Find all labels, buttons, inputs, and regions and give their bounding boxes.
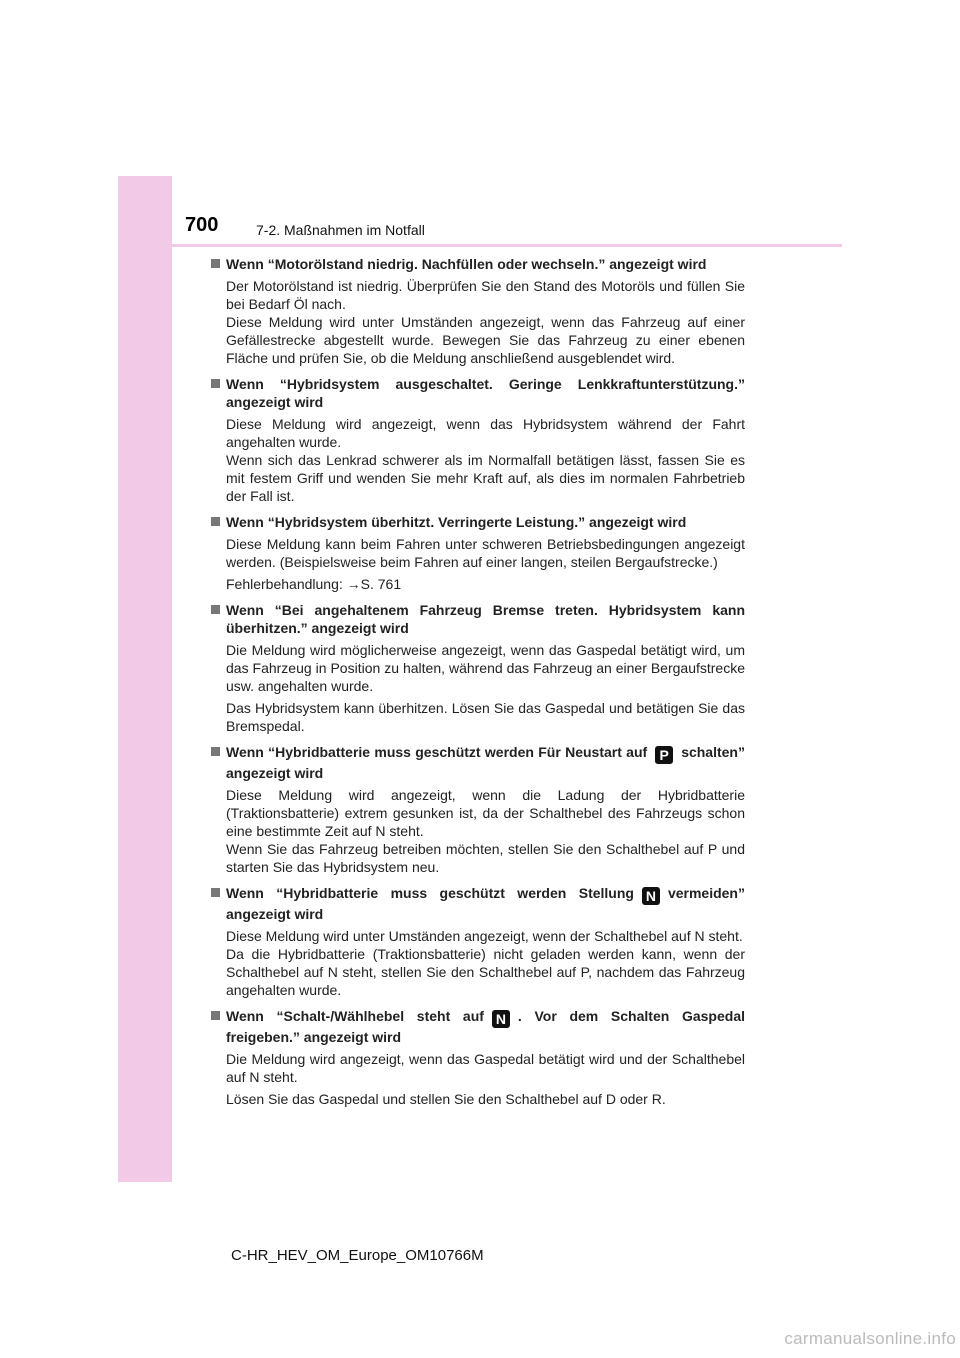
- item-heading: Wenn “Hybridsystem ausgeschaltet. Geringe Lenkkraftunterstützung.” angezeigt wird: [210, 375, 745, 411]
- list-item: [210, 1007, 745, 1108]
- item-text: Diese Meldung wird unter Umständen angezeigt, wenn der Schalthebel auf N steht. Da die Hybridbatterie (Traktionsbatterie) nicht geladen werden kann, wenn der Schalthebel auf N steht, stellen Sie den Schalthebel auf P, nachdem das Fahrzeug angehalten wurde.: [226, 928, 745, 998]
- gear-p-badge-icon: P: [655, 746, 673, 764]
- item-heading: Wenn “Motorölstand niedrig. Nachfüllen oder wechseln.” angezeigt wird: [210, 255, 745, 273]
- item-heading: Wenn “Hybridbatterie muss geschützt werden Für Neustart auf P schalten” angezeigt wird: [210, 743, 745, 782]
- square-bullet-icon: [211, 747, 220, 756]
- watermark: carmanualsonline.info: [784, 1329, 956, 1348]
- gear-n-badge-icon: N: [642, 887, 660, 905]
- item-heading: Wenn “Bei angehaltenem Fahrzeug Bremse treten. Hybridsystem kann überhitzen.” angezeigt wird: [210, 601, 745, 637]
- square-bullet-icon: [211, 888, 220, 897]
- item-text: Lösen Sie das Gaspedal und stellen Sie den Schalthebel auf D oder R.: [226, 1091, 666, 1107]
- section-title: 7-2. Maßnahmen im Notfall: [256, 222, 425, 238]
- square-bullet-icon: [211, 379, 220, 388]
- page-number: 700: [185, 214, 219, 236]
- sidebar-tab: [118, 176, 172, 1182]
- document-code: C-HR_HEV_OM_Europe_OM10766M: [231, 1247, 484, 1264]
- message-list: [210, 255, 745, 1116]
- square-bullet-icon: [211, 605, 220, 614]
- list-item: [210, 884, 745, 999]
- list-item: [210, 743, 745, 876]
- item-text: Diese Meldung wird angezeigt, wenn das Hybridsystem während der Fahrt angehalten wurde. Wenn sich das Lenkrad schwerer als im Normalfall betätigen lässt, fassen Sie es mit festem Griff und wenden Sie mehr Kraft auf, als dies im normalen Fahrbetrieb der Fall ist.: [226, 416, 745, 504]
- list-item: [210, 255, 745, 367]
- item-heading: Wenn “Hybridbatterie muss geschützt werden Stellung N vermeiden” angezeigt wird: [210, 884, 745, 923]
- item-text: Das Hybridsystem kann überhitzen. Lösen Sie das Gaspedal und betätigen Sie das Bremspedal.: [226, 700, 745, 734]
- item-heading: Wenn “Schalt-/Wählhebel steht auf N . Vor dem Schalten Gaspedal freigeben.” angezeigt wird: [210, 1007, 745, 1046]
- list-item: [210, 375, 745, 505]
- item-text: Die Meldung wird angezeigt, wenn das Gaspedal betätigt wird und der Schalthebel auf N steht.: [226, 1051, 745, 1085]
- list-item: [210, 601, 745, 735]
- square-bullet-icon: [211, 1011, 220, 1020]
- square-bullet-icon: [211, 517, 220, 526]
- item-text: Die Meldung wird möglicherweise angezeigt, wenn das Gaspedal betätigt wird, um das Fahrzeug in Position zu halten, während das Fahrzeug an einer Bergaufstrecke usw. angehalten wurde.: [226, 642, 745, 694]
- item-text: Der Motorölstand ist niedrig. Überprüfen Sie den Stand des Motoröls und füllen Sie bei Bedarf Öl nach. Diese Meldung wird unter Umständen angezeigt, wenn das Fahrzeug auf einer Gefällestrecke abgestellt wurde. Bewegen Sie das Fahrzeug zu einer ebenen Fläche und prüfen Sie, ob die Meldung anschließend ausgeblendet wird.: [226, 278, 745, 366]
- square-bullet-icon: [211, 259, 220, 268]
- item-text: Diese Meldung kann beim Fahren unter schweren Betriebsbedingungen angezeigt werden. (Beispielsweise beim Fahren auf einer langen, steilen Bergaufstrecke.): [226, 536, 745, 570]
- list-item: [210, 513, 745, 593]
- item-text: Diese Meldung wird angezeigt, wenn die Ladung der Hybridbatterie (Traktionsbatterie) extrem gesunken ist, da der Schalthebel des Fahrzeugs schon eine bestimmte Zeit auf N steht. Wenn Sie das Fahrzeug betreiben möchten, stellen Sie den Schalthebel auf P und starten Sie das Hybridsystem neu.: [226, 787, 745, 875]
- item-heading: Wenn “Hybridsystem überhitzt. Verringerte Leistung.” angezeigt wird: [210, 513, 745, 531]
- header-divider: [172, 244, 842, 247]
- gear-n-badge-icon: N: [492, 1010, 510, 1028]
- cross-reference: Fehlerbehandlung: →S. 761: [226, 576, 402, 592]
